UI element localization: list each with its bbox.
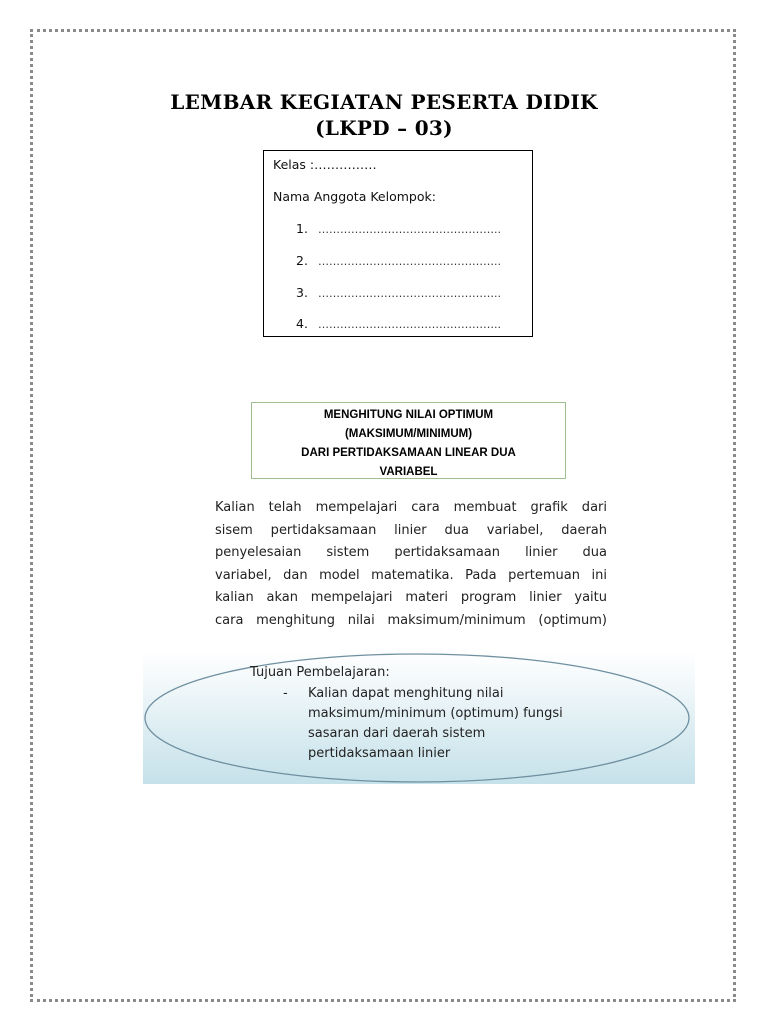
document-title: LEMBAR KEGIATAN PESERTA DIDIK <box>170 90 598 114</box>
member-line <box>296 316 501 331</box>
intro-line: penyelesaian sistem pertidaksamaan linier dua <box>215 545 607 560</box>
member-blank: ………………………………………….. <box>318 318 501 331</box>
kelas-field: Kelas :…………… <box>273 157 377 172</box>
intro-line: Kalian telah mempelajari cara membuat grafik dari <box>215 500 607 515</box>
member-line <box>296 285 501 300</box>
student-identity-box <box>263 150 533 337</box>
goal-item <box>250 684 563 764</box>
goal-line: maksimum/minimum (optimum) fungsi <box>308 706 563 721</box>
learning-goal-text <box>250 663 563 764</box>
member-blank: ………………………………………….. <box>318 223 501 236</box>
topic-line: (MAKSIMUM/MINIMUM) <box>344 428 473 440</box>
intro-paragraph <box>215 497 607 632</box>
intro-line: kalian akan mempelajari materi program linier yaitu <box>215 590 607 605</box>
member-blank: ………………………………………….. <box>318 255 501 268</box>
intro-line: variabel, dan model matematika. Pada pertemuan ini <box>215 567 607 583</box>
group-members-label: Nama Anggota Kelompok: <box>273 189 436 204</box>
topic-heading-box <box>251 402 566 479</box>
member-number: 3. <box>296 285 308 300</box>
topic-line: DARI PERTIDAKSAMAAN LINEAR DUA <box>301 447 516 459</box>
member-number: 1. <box>296 221 308 236</box>
member-line <box>296 253 501 268</box>
goal-line: pertidaksamaan linier <box>308 746 451 761</box>
topic-line: VARIABEL <box>379 466 438 478</box>
bullet-dash: - <box>283 686 288 701</box>
member-blank: ………………………………………….. <box>318 287 501 300</box>
goal-title: Tujuan Pembelajaran: <box>250 665 390 680</box>
member-number: 4. <box>296 316 308 331</box>
goal-line: Kalian dapat menghitung nilai <box>308 686 504 701</box>
topic-line: MENGHITUNG NILAI OPTIMUM <box>323 409 494 421</box>
intro-line: sisem pertidaksamaan linier dua variabel, daerah <box>215 522 607 538</box>
intro-line: cara menghitung nilai maksimum/minimum (optimum) <box>215 612 607 628</box>
document-subtitle: (LKPD – 03) <box>315 116 453 140</box>
member-line <box>296 221 501 236</box>
member-number: 2. <box>296 253 308 268</box>
goal-line: sasaran dari daerah sistem <box>308 726 486 741</box>
